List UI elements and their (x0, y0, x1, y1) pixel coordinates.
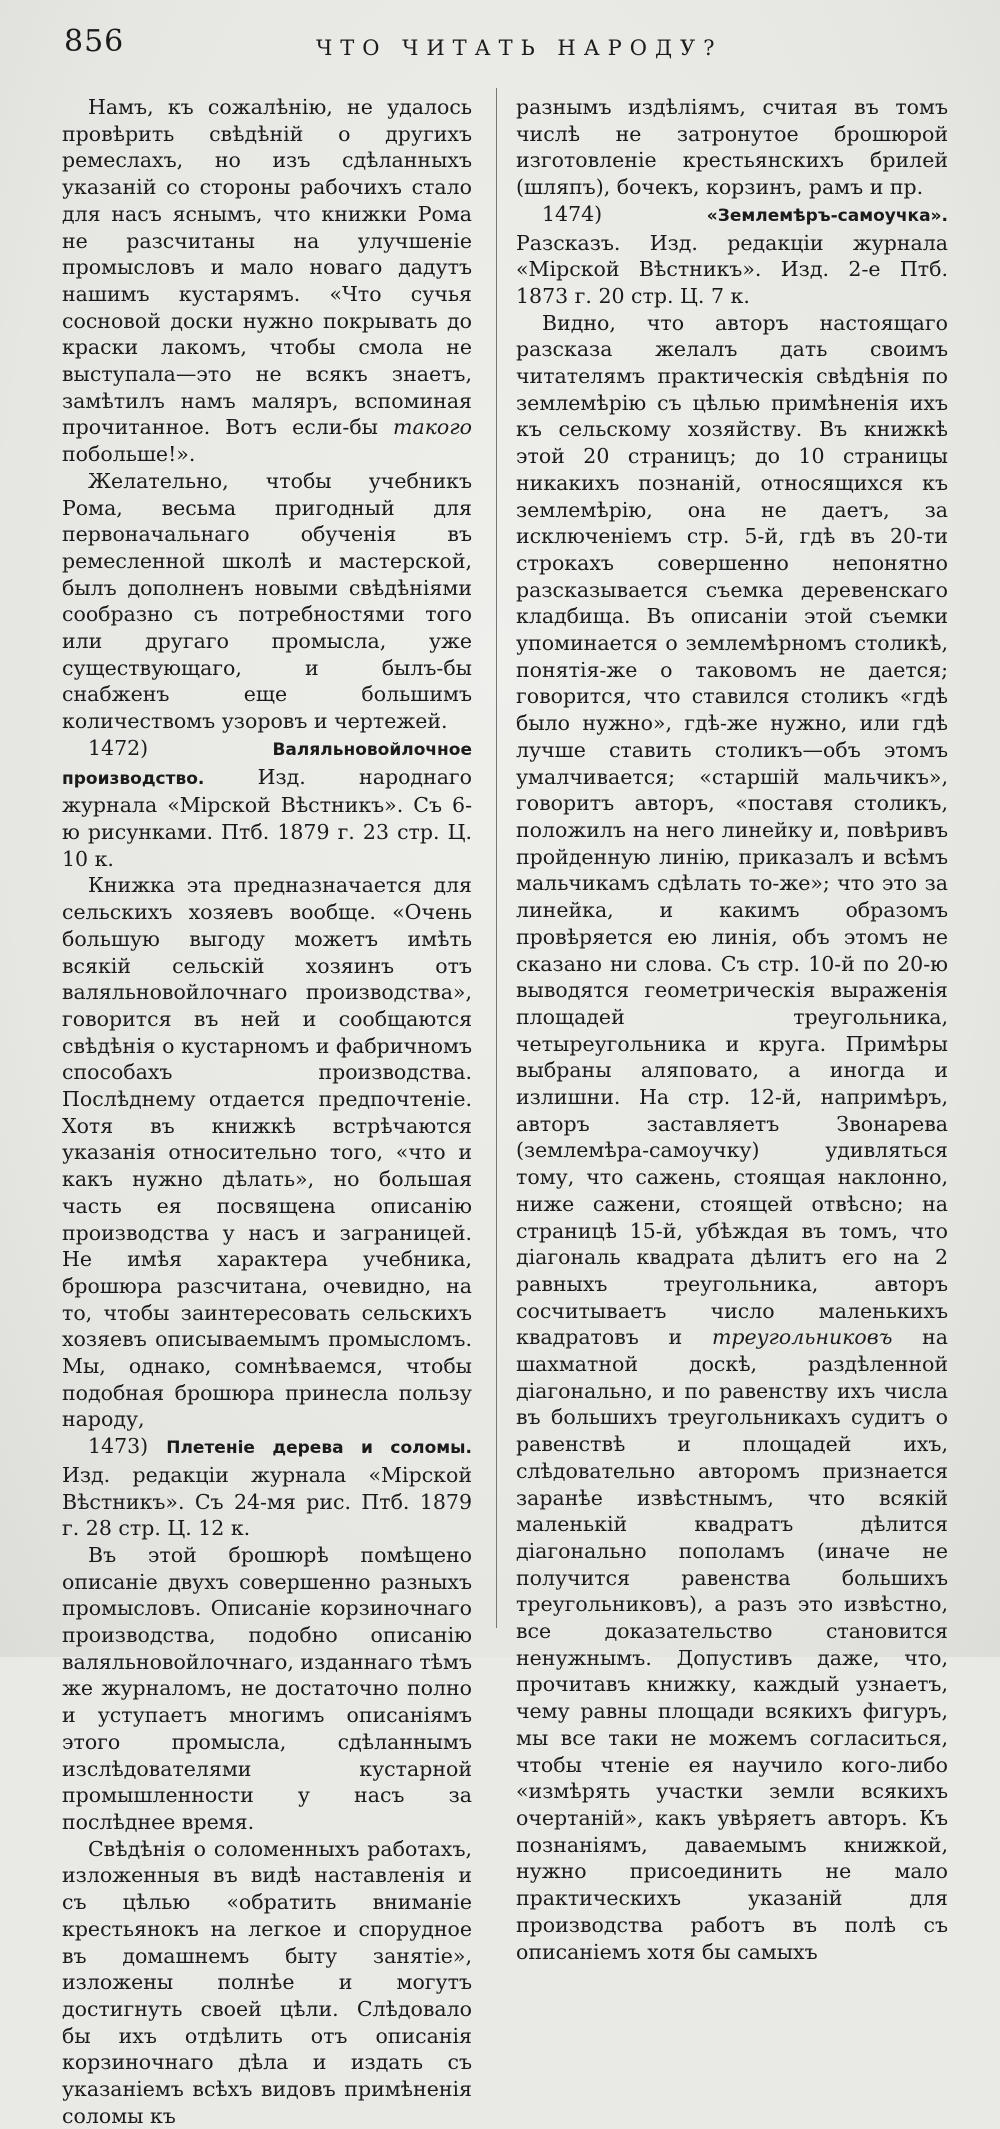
entry-number: 1473) (88, 1434, 149, 1459)
running-title: ЧТО ЧИТАТЬ НАРОДУ? (316, 36, 723, 60)
paragraph: Желательно, чтобы учебникъ Рома, весьма пригодный для первоначальнаго обученія въ ремесленной школѣ и мастерской, былъ дополненъ новыми свѣдѣніями сообразно съ потребностями того или другаго промысла, уже существующаго, и былъ-бы снабженъ еще большимъ количествомъ узоровъ и чертежей. (62, 468, 472, 734)
entry-number: 1474) (542, 201, 603, 226)
entry-details: Изд. редакціи журнала «Мірской Вѣстникъ». Съ 24-мя рис. Птб. 1879 г. 28 стр. Ц. 12 к. (62, 1462, 472, 1541)
right-column (516, 94, 948, 1965)
paragraph: Свѣдѣнія о соломенныхъ работахъ, изложенныя въ видѣ наставленія и съ цѣлью «обратить вниманіе крестьянокъ на легкое и спорудное въ домашнемъ быту занятіе», изложены полнѣе и могутъ достигнуть своей цѣли. Слѣдовало бы ихъ отдѣлить отъ описанія корзиночнаго дѣла и издать съ указаніемъ всѣхъ видовъ примѣненія соломы къ (62, 1836, 472, 2128)
paragraph (516, 310, 948, 1966)
paragraph-text: Намъ, къ сожалѣнію, не удалось провѣрить свѣдѣній о другихъ ремеслахъ, но изъ сдѣланныхъ указаній со стороны рабочихъ стало для насъ яснымъ, что книжки Рома не разсчитаны на улучшеніе промысловъ и мало новаго дадутъ нашимъ кустарямъ. «Что сучья сосновой доски нужно покрывать до краски лакомъ, чтобы смола не выступала—это не всякъ знаетъ, замѣтилъ намъ маляръ, вспоминая прочитанное. Вотъ если-бы (62, 95, 472, 440)
page-header (60, 24, 960, 74)
italic-text: такого (393, 415, 472, 440)
italic-text: треугольниковъ (711, 1325, 893, 1350)
entry-details: Разсказъ. Изд. редакціи журнала «Мірской Вѣстникъ». Изд. 2-е Птб. 1873 г. 20 стр. Ц. 7 к. (516, 230, 948, 308)
paragraph: Въ этой брошюрѣ помѣщено описаніе двухъ совершенно разныхъ промысловъ. Описаніе корзиночнаго производства, подобно описанію валяльновойлочнаго, изданнаго тѣмъ же журналомъ, не достаточно полно и уступаетъ многимъ описаніямъ этого промысла, сдѣланнымъ изслѣдователями кустарной промышленности у насъ за послѣднее время. (62, 1542, 472, 1834)
entry-title: Плетеніе дерева и соломы. (166, 1438, 472, 1459)
paragraph: Книжка эта предназначается для сельскихъ хозяевъ вообще. «Очень большую выгоду можетъ имѣть всякій сельскій хозяинъ отъ валяльновойлочнаго производства», говорится въ ней и сообщаются свѣдѣнія о кустарномъ и фабричномъ способахъ производства. Послѣднему отдается предпочтеніе. Хотя въ книжкѣ встрѣчаются указанія относительно того, «что и какъ нужно дѣлать», но большая часть ея посвящена описанію производства у насъ и заграницей. Не имѣя характера учебника, брошюра разсчитана, очевидно, на то, чтобы заинтересовать сельскихъ хозяевъ описываемымъ промысломъ. Мы, однако, сомнѣваемся, чтобы подобная брошюра принесла пользу народу, (62, 873, 472, 1432)
paragraph-text: Видно, что авторъ настоящаго разсказа желалъ дать своимъ читателямъ практическія свѣдѣнія по землемѣрію съ цѣлью примѣненія ихъ къ сельскому хозяйству. Въ книжкѣ этой 20 страницъ; до 10 страницы никакихъ познаній, относящихся къ землемѣрію, она не даетъ, за исключеніемъ стр. 5-й, гдѣ въ 20-ти строкахъ совершенно непонятно разсказывается съемка деревенскаго кладбища. Въ описаніи этой съемки упоминается о землемѣрномъ столикѣ, понятія-же о таковомъ не дается; говорится, что ставился столикъ «гдѣ было нужно», гдѣ-же нужно, или гдѣ лучше ставить столикъ—объ этомъ умалчивается; «старшій мальчикъ», говоритъ авторъ, «поставя столикъ, положилъ на него линейку и, повѣривъ пройденную линію, приказалъ и всѣмъ мальчикамъ сдѣлать то-же»; что это за линейка, и какимъ образомъ провѣряется ею линія, объ этомъ не сказано ни слова. Съ стр. 10-й по 20-ю выводятся геометрическія выраженія площадей треугольника, четыреугольника и круга. Примѣры выбраны аляповато, а иногда и излишни. На стр. 12-й, напримѣръ, авторъ заставляетъ Звонарева (землемѣра-самоучку) удивляться тому, что сажень, стоящая наклонно, ниже сажени, стоящей отвѣсно; на страницѣ 15-й, убѣждая въ томъ, что діагональ квадрата дѣлитъ его на 2 равныхъ треугольника, авторъ сосчитываетъ число маленькихъ квадратовъ и (516, 310, 948, 1350)
entry-title: Валяльновойлочное производство. (62, 739, 472, 789)
paragraph-text: побольше!». (62, 442, 196, 467)
entry-1472 (62, 735, 472, 873)
column-divider (496, 88, 497, 1628)
entry-title: «Землемѣръ-самоучка». (706, 205, 948, 226)
paragraph-text: на шахматной доскѣ, раздѣленной діагонально, и по равенству ихъ числа въ большихъ треугольникахъ судитъ о равенствѣ и площадей ихъ, слѣдовательно авторомъ признается заранѣе извѣстнымъ, что всякій маленькій квадратъ дѣлится діагонально пополамъ (иначе не получится равенства большихъ треугольниковъ), а разъ это извѣстно, все доказательство становится ненужнымъ. Допустивъ даже, что, прочитавъ книжку, каждый узнаетъ, чему равны площади всякихъ фигуръ, мы все таки не можемъ согласиться, чтобы чтеніе ея научило кого-либо «измѣрять участки земли всякихъ очертаній», какъ увѣряетъ авторъ. Къ познаніямъ, даваемымъ книжкой, нужно присоединить не мало практическихъ указаній для производства работъ въ полѣ съ описаніемъ хотя бы самыхъ (516, 1325, 948, 1964)
paragraph (62, 94, 472, 468)
page-number: 856 (64, 24, 125, 59)
entry-details: Изд. народнаго журнала «Мірской Вѣстникъ». Съ 6-ю рисунками. Птб. 1879 г. 23 стр. Ц. 10 к. (62, 764, 472, 871)
paragraph: разнымъ издѣліямъ, считая въ томъ числѣ не затронутое брошюрой изготовленіе крестьянскихъ брилей (шляпъ), бочекъ, корзинъ, рамъ и пр. (516, 95, 948, 200)
left-column (62, 94, 472, 2129)
entry-1474 (516, 201, 948, 310)
entry-1473 (62, 1433, 472, 1542)
entry-number: 1472) (88, 735, 149, 760)
